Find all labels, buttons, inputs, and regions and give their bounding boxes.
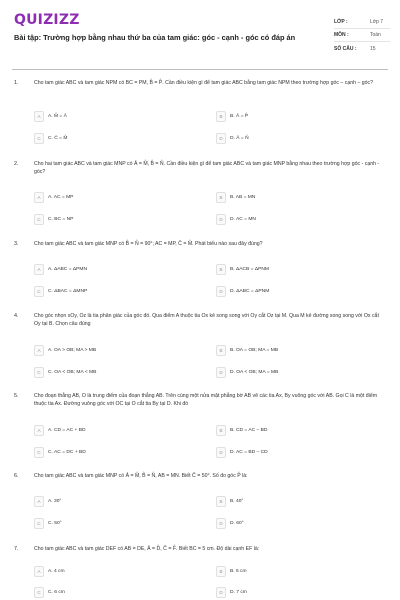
question-text: Cho đoạn thẳng AB, O là trung điểm của đoạn thẳng AB. Trên cùng một nửa mặt phẳng bờ AB vẽ các tia Ax, By vuông góc với AB. Gọi C là một điểm thuộc tia Ax. Đường vuông góc với OC tại O cắt tia By tại D. Khi đó [34, 393, 378, 407]
option-d[interactable] [216, 518, 394, 529]
meta-row-class [334, 16, 390, 29]
option-letter: B [216, 264, 226, 275]
question-1 [0, 78, 400, 157]
option-text: C. 6 cm [48, 590, 65, 595]
question-number: 4. [14, 313, 19, 319]
option-text: C. Ĉ = M̂ [48, 136, 68, 141]
option-letter: C [34, 587, 44, 598]
option-letter: B [216, 111, 226, 122]
option-d[interactable] [216, 286, 394, 297]
option-letter: B [216, 425, 226, 436]
meta-label: LỚP : [334, 19, 348, 25]
option-a[interactable] [34, 425, 212, 436]
question-text: Cho tam giác ABC và tam giác NPM có BC = PM, B̂ = P̂. Cần điều kiện gì để tam giác ABC bằng tam giác NPM theo trường hợp góc – cạnh – góc? [34, 80, 373, 86]
option-b[interactable] [216, 496, 394, 507]
question-number: 1. [14, 80, 19, 86]
option-d[interactable] [216, 367, 394, 378]
option-text: C. BC = NP [48, 217, 74, 222]
option-c[interactable] [34, 367, 212, 378]
option-text: C. 50° [48, 521, 62, 526]
option-letter: B [216, 192, 226, 203]
option-c[interactable] [34, 286, 212, 297]
option-text: A. OA > OB; MA > MB [48, 348, 97, 353]
option-c[interactable] [34, 587, 212, 598]
option-text: A. 4 cm [48, 569, 65, 574]
option-b[interactable] [216, 111, 394, 122]
option-letter: A [34, 192, 44, 203]
option-text: B. Â = P̂ [230, 114, 249, 119]
question-text: Cho hai tam giác ABC và tam giác MNP có Â = M̂, B̂ = N̂. Cần điều kiện gì để tam giác ABC và tam giác MNP bằng nhau theo trường hợp góc - cạnh - góc? [34, 161, 380, 175]
option-text: D. 60° [230, 521, 244, 526]
option-letter: D [216, 286, 226, 297]
option-d[interactable] [216, 133, 394, 144]
option-text: C. ΔBAC = ΔMNP [48, 289, 88, 294]
question-3 [0, 236, 400, 309]
option-letter: D [216, 133, 226, 144]
option-text: D. ΔABC = ΔPNM [230, 289, 270, 294]
option-b[interactable] [216, 345, 394, 356]
question-list [0, 78, 400, 600]
option-text: C. AC = DC + BD [48, 450, 86, 455]
question-number: 2. [14, 161, 19, 167]
meta-label: MÔN : [334, 32, 349, 38]
option-b[interactable] [216, 425, 394, 436]
option-a[interactable] [34, 345, 212, 356]
question-number: 6. [14, 473, 19, 479]
option-letter: B [216, 345, 226, 356]
option-letter: B [216, 496, 226, 507]
meta-row-count [334, 42, 390, 55]
option-letter: C [34, 367, 44, 378]
header-divider [12, 69, 388, 70]
option-letter: B [216, 566, 226, 577]
question-7 [0, 543, 400, 600]
option-letter: C [34, 214, 44, 225]
question-text: Cho tam giác ABC và tam giác MNP có B̂ = N̂ = 90°; AC = MP, Ĉ = M̂. Phát biểu nào sau đây đúng? [34, 241, 263, 247]
option-letter: A [34, 345, 44, 356]
option-a[interactable] [34, 192, 212, 203]
option-letter: A [34, 566, 44, 577]
option-text: A. 30° [48, 499, 62, 504]
option-text: D. Â = N̂ [230, 136, 249, 141]
option-c[interactable] [34, 133, 212, 144]
option-letter: C [34, 133, 44, 144]
option-a[interactable] [34, 264, 212, 275]
option-letter: C [34, 447, 44, 458]
meta-label: SỐ CÂU : [334, 45, 357, 52]
option-d[interactable] [216, 214, 394, 225]
option-text: D. OA < OB; MA = MB [230, 370, 279, 375]
option-text: A. CD = AC + BD [48, 428, 86, 433]
quizizz-logo: QUIZIZZ [14, 12, 80, 28]
option-letter: A [34, 111, 44, 122]
question-text: Cho tam giác ABC và tam giác MNP có Â = M̂, B̂ = N̂, AB = MN. Biết Ĉ = 50°. Số đo góc P̂ là: [34, 473, 248, 479]
option-letter: A [34, 264, 44, 275]
option-a[interactable] [34, 496, 212, 507]
worksheet-title: Bài tập: Trường hợp bằng nhau thứ ba của tam giác: góc - cạnh - góc có đáp án [14, 33, 296, 42]
option-letter: D [216, 447, 226, 458]
question-text: Cho tam giác ABC và tam giác DEF có AB = DE, Â = D̂, Ĉ = F̂. Biết BC = 5 cm. Độ dài cạnh EF là: [34, 546, 260, 552]
question-number: 5. [14, 393, 19, 399]
option-letter: D [216, 587, 226, 598]
option-text: D. AC = BD – CD [230, 450, 268, 455]
option-letter: C [34, 286, 44, 297]
question-number: 3. [14, 241, 19, 247]
meta-value: 15 [370, 45, 376, 52]
option-text: B. ΔACB = ΔPNM [230, 267, 270, 272]
question-4 [0, 309, 400, 390]
option-text: C. OA < OB; MA < MB [48, 370, 97, 375]
option-letter: D [216, 367, 226, 378]
option-d[interactable] [216, 447, 394, 458]
option-b[interactable] [216, 566, 394, 577]
option-b[interactable] [216, 192, 394, 203]
option-a[interactable] [34, 111, 212, 122]
page-header [0, 0, 400, 62]
question-2 [0, 157, 400, 236]
option-d[interactable] [216, 587, 394, 598]
option-letter: D [216, 518, 226, 529]
option-text: B. CD = AC – BD [230, 428, 268, 433]
worksheet-meta [334, 16, 390, 55]
option-text: A. AC = MP [48, 195, 74, 200]
option-letter: D [216, 214, 226, 225]
meta-row-subject [334, 29, 390, 42]
option-a[interactable] [34, 566, 212, 577]
option-c[interactable] [34, 214, 212, 225]
option-text: B. 40° [230, 499, 244, 504]
question-5 [0, 390, 400, 470]
option-c[interactable] [34, 518, 212, 529]
option-letter: C [34, 518, 44, 529]
option-text: A. M̂ = Â [48, 114, 67, 119]
option-text: B. AB = MN [230, 195, 256, 200]
question-number: 7. [14, 546, 19, 552]
option-text: D. 7 cm [230, 590, 247, 595]
option-c[interactable] [34, 447, 212, 458]
option-text: B. 5 cm [230, 569, 247, 574]
option-b[interactable] [216, 264, 394, 275]
option-text: B. OA = OB; MA = MB [230, 348, 279, 353]
option-letter: A [34, 496, 44, 507]
meta-value: Toán [370, 32, 381, 38]
meta-value: Lớp 7 [370, 19, 384, 25]
question-text: Cho góc nhọn xOy, Oz là tia phân giác của góc đó. Qua điểm A thuộc tia Ox kẻ song song với Oy cắt Oz tại M. Qua M kẻ đường song song với Ox cắt Oy tại B. Chọn câu đúng [34, 313, 379, 327]
option-letter: A [34, 425, 44, 436]
option-text: D. AC = MN [230, 217, 256, 222]
option-text: A. ΔABC = ΔPMN [48, 267, 88, 272]
question-6 [0, 470, 400, 543]
